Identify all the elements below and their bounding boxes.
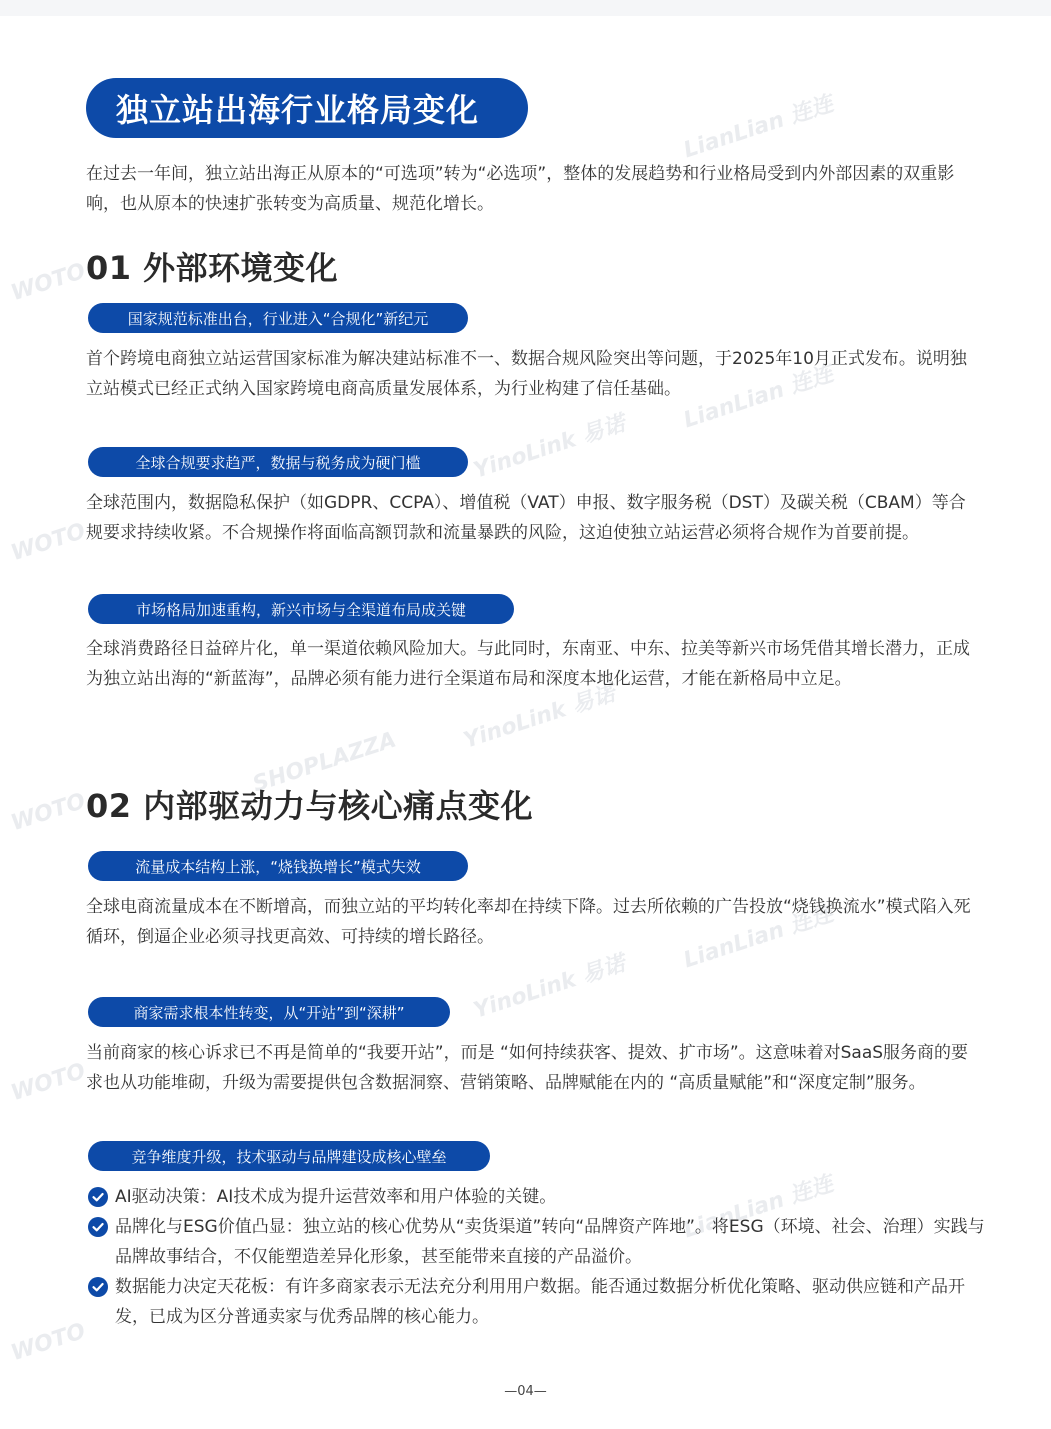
watermark: LianLian 连连: [680, 901, 837, 974]
watermark: LianLian 连连: [680, 361, 837, 434]
watermark: WOTO: [8, 518, 89, 567]
subsection-tag: 竞争维度升级，技术驱动与品牌建设成核心壁垒: [88, 1141, 490, 1171]
subsection-paragraph: 当前商家的核心诉求已不再是简单的“我要开站”，而是 “如何持续获客、提效、扩市场”。这意味着对SaaS服务商的要求也从功能堆砌，升级为需要提供包含数据洞察、营销策略、品牌赋能在内的 “高质量赋能”和“深度定制”服务。: [86, 1043, 969, 1093]
watermark: YinoLink 易诺: [470, 951, 629, 1024]
bullet-text: 品牌化与ESG价值凸显：独立站的核心优势从“卖货渠道”转向“品牌资产阵地”。将ESG（环境、社会、治理）实践与品牌故事结合，不仅能塑造差异化形象，甚至能带来直接的产品溢价。: [115, 1217, 985, 1267]
bullet-item: [88, 1272, 988, 1332]
watermark: YinoLink 易诺: [470, 411, 629, 484]
bullet-item: [88, 1212, 988, 1272]
check-circle-icon: [88, 1187, 108, 1207]
top-bar: [0, 0, 1051, 16]
bullet-text: AI驱动决策：AI技术成为提升运营效率和用户体验的关键。: [115, 1187, 557, 1207]
subsection-tag: 市场格局加速重构，新兴市场与全渠道布局成关键: [88, 594, 514, 624]
page-number: —04—: [504, 1384, 547, 1399]
subsection-tag: 商家需求根本性转变，从“开站”到“深耕”: [88, 997, 450, 1027]
watermark: WOTO: [8, 1318, 89, 1367]
subsection-paragraph: 全球电商流量成本在不断增高，而独立站的平均转化率却在持续下降。过去所依赖的广告投放“烧钱换流水”模式陷入死循环，倒逼企业必须寻找更高效、可持续的增长路径。: [86, 897, 971, 947]
watermark: WOTO: [8, 1058, 89, 1107]
subsection-tag: 全球合规要求趋严，数据与税务成为硬门槛: [88, 447, 468, 477]
intro-paragraph: 在过去一年间，独立站出海正从原本的“可选项”转为“必选项”，整体的发展趋势和行业格局受到内外部因素的双重影响，也从原本的快速扩张转变为高质量、规范化增长。: [86, 164, 955, 214]
check-circle-icon: [88, 1277, 108, 1297]
watermark: YinoLink 易诺: [460, 681, 619, 754]
check-circle-icon: [88, 1217, 108, 1237]
subsection-paragraph: 全球消费路径日益碎片化，单一渠道依赖风险加大。与此同时，东南亚、中东、拉美等新兴市场凭借其增长潜力，正成为独立站出海的“新蓝海”，品牌必须有能力进行全渠道布局和深度本地化运营，才能在新格局中立足。: [86, 639, 970, 689]
section-heading-external: 01 外部环境变化: [86, 249, 339, 287]
bullet-item: [88, 1182, 988, 1212]
page-title: 独立站出海行业格局变化: [86, 78, 528, 138]
watermark: WOTO: [8, 258, 89, 307]
watermark: LianLian 连连: [680, 1171, 837, 1244]
subsection-paragraph: 首个跨境电商独立站运营国家标准为解决建站标准不一、数据合规风险突出等问题，于2025年10月正式发布。说明独立站模式已经正式纳入国家跨境电商高质量发展体系，为行业构建了信任基础。: [86, 349, 967, 399]
bullet-list: [88, 1182, 988, 1332]
watermark: SHOPLAZZA: [249, 727, 400, 798]
watermark: LianLian 连连: [680, 91, 837, 164]
watermark: WOTO: [8, 788, 89, 837]
subsection-tag: 国家规范标准出台，行业进入“合规化”新纪元: [88, 303, 468, 333]
subsection-tag: 流量成本结构上涨，“烧钱换增长”模式失效: [88, 851, 468, 881]
subsection-paragraph: 全球范围内，数据隐私保护（如GDPR、CCPA）、增值税（VAT）申报、数字服务税（DST）及碳关税（CBAM）等合规要求持续收紧。不合规操作将面临高额罚款和流量暴跌的风险，这迫使独立站运营必须将合规作为首要前提。: [86, 493, 966, 543]
bullet-text: 数据能力决定天花板：有许多商家表示无法充分利用用户数据。能否通过数据分析优化策略、驱动供应链和产品开发，已成为区分普通卖家与优秀品牌的核心能力。: [115, 1277, 965, 1327]
section-heading-internal: 02 内部驱动力与核心痛点变化: [86, 787, 534, 825]
